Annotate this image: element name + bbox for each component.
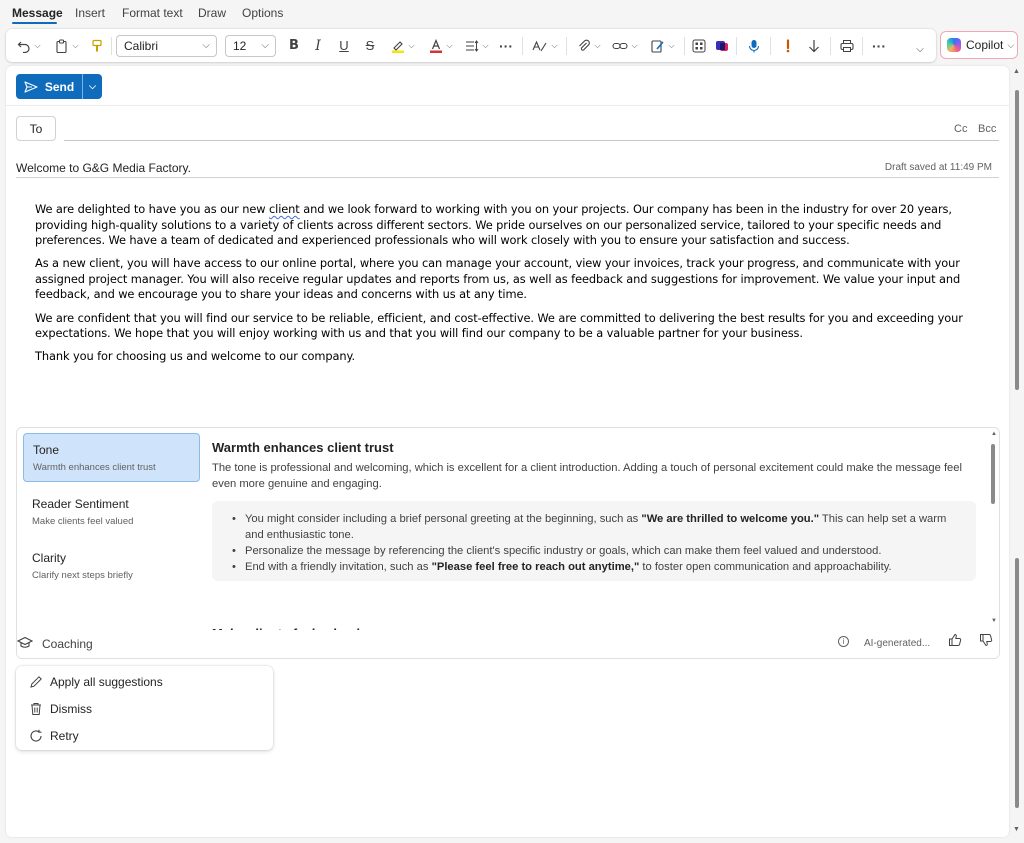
- strikethrough-icon: S: [365, 38, 375, 53]
- underline-button[interactable]: [334, 29, 354, 62]
- nav-title: Tone: [33, 443, 60, 457]
- chevron-down-icon: ⌵: [631, 40, 638, 50]
- italic-icon: I: [315, 37, 321, 54]
- scroll-down-icon[interactable]: ▼: [1013, 826, 1020, 833]
- separator: [566, 37, 567, 55]
- scroll-thumb[interactable]: [1015, 558, 1019, 808]
- importance-low-button[interactable]: [804, 29, 824, 62]
- suggestion-quote: "Please feel free to reach out anytime,": [431, 561, 640, 573]
- bold-icon: B: [289, 38, 299, 53]
- separator: [736, 37, 737, 55]
- importance-high-icon: [783, 39, 793, 53]
- strikethrough-button[interactable]: [360, 29, 380, 62]
- to-button[interactable]: To: [16, 116, 56, 141]
- send-button-group: [16, 74, 102, 99]
- separator: [830, 37, 831, 55]
- chevron-down-icon: ⌵: [668, 40, 675, 50]
- thumbs-down-icon[interactable]: [979, 633, 993, 647]
- styles-icon: [532, 39, 548, 53]
- suggestion-text: This can help set a warm and enthusiastic tone.: [245, 513, 947, 541]
- italic-button[interactable]: [308, 29, 328, 62]
- underline-icon: U: [339, 38, 349, 53]
- expand-ribbon-button[interactable]: [910, 29, 930, 62]
- menu-item-label: Apply all suggestions: [50, 674, 163, 689]
- tab-options[interactable]: Options: [242, 6, 284, 20]
- apps-button[interactable]: [689, 29, 709, 62]
- separator: [522, 37, 523, 55]
- chevron-down-icon: ⌵: [1007, 39, 1015, 50]
- coaching-actions-menu: [16, 666, 273, 750]
- tab-format-text[interactable]: Format text: [122, 6, 183, 20]
- suggestions-list: [212, 501, 976, 575]
- suggestion-item: [232, 511, 964, 543]
- scroll-thumb[interactable]: [1015, 90, 1019, 390]
- importance-high-button[interactable]: [778, 29, 798, 62]
- coaching-card: [16, 427, 1000, 659]
- suggestion-text: You might consider including a brief personal greeting at the beginning, such as: [245, 513, 642, 525]
- paragraph-icon: [465, 39, 479, 53]
- apply-all-suggestions-button[interactable]: [16, 668, 273, 695]
- attach-button[interactable]: [572, 29, 606, 62]
- cc-button[interactable]: Cc: [954, 123, 968, 135]
- suggestion-text: to foster open communication and approachability.: [639, 561, 892, 573]
- coaching-nav-clarity[interactable]: [23, 542, 200, 591]
- active-tab-indicator: [12, 22, 57, 24]
- print-button[interactable]: [836, 29, 858, 62]
- chevron-down-icon: ⌵: [34, 40, 41, 50]
- subject-input[interactable]: Welcome to G&G Media Factory.: [16, 161, 191, 175]
- separator: [111, 37, 112, 55]
- more-icon: ···: [499, 37, 513, 54]
- font-color-icon: [429, 39, 443, 53]
- suggestion-quote: "We are thrilled to welcome you.": [641, 513, 820, 525]
- message-body[interactable]: [35, 202, 980, 372]
- thumbs-up-icon[interactable]: [948, 633, 962, 647]
- tab-draw[interactable]: Draw: [198, 6, 227, 20]
- undo-button[interactable]: [12, 29, 46, 62]
- apps-icon: [692, 39, 706, 53]
- suggestion-item: • Personalize the message by referencing the client's specific industry or goals, which can make them feel valued and understood.: [232, 543, 964, 559]
- format-painter-button[interactable]: [86, 29, 108, 62]
- font-size-value: 12: [233, 39, 247, 53]
- dictate-button[interactable]: [744, 29, 764, 62]
- nav-title: Clarity: [32, 551, 67, 565]
- nav-subtitle: Make clients feel valued: [32, 516, 134, 527]
- scroll-up-icon[interactable]: ▲: [991, 431, 997, 437]
- scroll-thumb[interactable]: [991, 444, 995, 504]
- flagged-word[interactable]: client: [268, 202, 300, 216]
- paste-icon: [55, 39, 69, 53]
- importance-low-icon: [808, 39, 820, 53]
- paste-button[interactable]: [50, 29, 84, 62]
- font-name-dropdown[interactable]: [116, 35, 217, 57]
- body-paragraph: We are confident that you will find our service to be reliable, efficient, and cost-effective. We are committed to delivering the best results for you and exceeding your expectations. We hope that you will enjoy working with us and that you will find our company to be a valuable partner for your business.: [35, 310, 963, 341]
- compose-scrollbar[interactable]: [1011, 66, 1024, 837]
- attach-icon: [577, 39, 591, 53]
- nav-title: Reader Sentiment: [32, 497, 129, 511]
- highlight-button[interactable]: [386, 29, 420, 62]
- ribbon-tabs: [0, 0, 1024, 28]
- coaching-detail: [212, 440, 982, 492]
- body-paragraph: [35, 202, 980, 249]
- to-input[interactable]: [64, 140, 999, 141]
- styles-button[interactable]: [528, 29, 562, 62]
- ribbon-toolbar: [6, 29, 936, 62]
- chevron-down-icon: ⌵: [594, 40, 601, 50]
- font-color-button[interactable]: [424, 29, 458, 62]
- scroll-down-icon[interactable]: ▼: [991, 618, 997, 624]
- ai-generated-label: AI-generated...: [864, 638, 931, 649]
- body-paragraph: Thank you for choosing us and welcome to our company.: [35, 349, 356, 364]
- body-text: and we look forward to working with you on your projects. Our company has been in the industry for over 20 years, providing high-quality solutions to a variety of clients across different sectors. We pride ourselves on our personalized service, tailored to your specific needs and preferences. We have a team of dedicated and experienced professionals who will work closely with you to ensure your satisfaction and success.: [35, 202, 952, 248]
- font-size-dropdown[interactable]: [225, 35, 276, 57]
- suggestions-box: [212, 501, 976, 581]
- coaching-nav-reader-sentiment[interactable]: [23, 488, 200, 537]
- scroll-up-icon[interactable]: ▲: [1013, 68, 1020, 75]
- signature-icon: [651, 39, 665, 53]
- send-options-button[interactable]: [83, 74, 102, 99]
- separator: [684, 37, 685, 55]
- coaching-icon: [17, 636, 33, 650]
- refresh-icon: [28, 729, 44, 743]
- font-name-value: Calibri: [124, 39, 159, 53]
- separator: [862, 37, 863, 55]
- send-label: Send: [44, 79, 75, 94]
- chevron-down-icon: ⌵: [551, 40, 558, 50]
- coaching-scrollbar[interactable]: [988, 428, 1000, 628]
- copilot-icon: [947, 38, 961, 52]
- menu-item-label: Retry: [50, 728, 79, 743]
- tab-message[interactable]: Message: [12, 6, 63, 20]
- chevron-down-icon: ⌵: [202, 40, 210, 51]
- copilot-label: Copilot: [966, 38, 1004, 52]
- signature-button[interactable]: [646, 29, 680, 62]
- format-painter-icon: [90, 39, 104, 53]
- loop-button[interactable]: [712, 29, 732, 62]
- more-options-button[interactable]: [868, 29, 890, 62]
- send-icon: [24, 81, 38, 93]
- expand-icon: ⌵: [916, 44, 924, 55]
- nav-subtitle: Warmth enhances client trust: [33, 462, 156, 473]
- trash-icon: [28, 702, 44, 716]
- coaching-footer: [17, 630, 999, 659]
- copilot-button[interactable]: [940, 31, 1018, 59]
- dismiss-button[interactable]: [16, 695, 273, 722]
- draft-status: Draft saved at 11:49 PM: [884, 162, 992, 173]
- chevron-down-icon: ⌵: [261, 40, 269, 51]
- undo-icon: [17, 39, 31, 53]
- body-text: We are delighted to have you as our new: [35, 202, 269, 216]
- chevron-down-icon: ⌵: [408, 40, 415, 50]
- chevron-down-icon: ⌵: [89, 81, 96, 91]
- detail-title: Warmth enhances client trust: [212, 440, 394, 455]
- link-icon: [612, 39, 628, 53]
- link-button[interactable]: [608, 29, 642, 62]
- dictate-icon: [748, 39, 760, 53]
- bcc-button[interactable]: Bcc: [978, 123, 997, 135]
- suggestion-text: End with a friendly invitation, such as: [245, 561, 432, 573]
- paragraph-button[interactable]: [462, 29, 492, 62]
- highlight-icon: [391, 39, 405, 53]
- retry-button[interactable]: [16, 722, 273, 749]
- body-paragraph: As a new client, you will have access to our online portal, where you can manage your account, view your invoices, track your progress, and communicate with your assigned project manager. You will also receive regular updates and reports from us, as well as feedback and suggestions for improvement. We value your input and feedback, and we encourage you to share your ideas and concerns with us at any time.: [35, 256, 961, 302]
- coaching-nav-tone[interactable]: [23, 433, 200, 482]
- subject-underline: [16, 177, 999, 178]
- compose-pane: [6, 66, 1009, 837]
- chevron-down-icon: ⌵: [482, 40, 489, 50]
- bold-button[interactable]: [284, 29, 304, 62]
- print-icon: [840, 39, 854, 53]
- chevron-down-icon: ⌵: [446, 40, 453, 50]
- more-formatting-button[interactable]: [496, 29, 516, 62]
- coaching-label: Coaching: [42, 637, 93, 651]
- chevron-down-icon: ⌵: [72, 40, 79, 50]
- menu-item-label: Dismiss: [50, 701, 92, 716]
- loop-icon: [715, 39, 729, 53]
- nav-subtitle: Clarify next steps briefly: [32, 570, 133, 581]
- detail-description: The tone is professional and welcoming, which is excellent for a client introduction. Adding a touch of personal excitement could make the message feel even more genuine and engaging.: [212, 462, 962, 490]
- info-icon[interactable]: i: [838, 636, 849, 647]
- pencil-icon: [28, 675, 44, 689]
- suggestion-item: [232, 559, 964, 575]
- send-button[interactable]: [16, 74, 82, 99]
- divider: [6, 105, 1009, 106]
- tab-insert[interactable]: Insert: [75, 6, 106, 20]
- separator: [770, 37, 771, 55]
- more-options-icon: ···: [872, 37, 886, 54]
